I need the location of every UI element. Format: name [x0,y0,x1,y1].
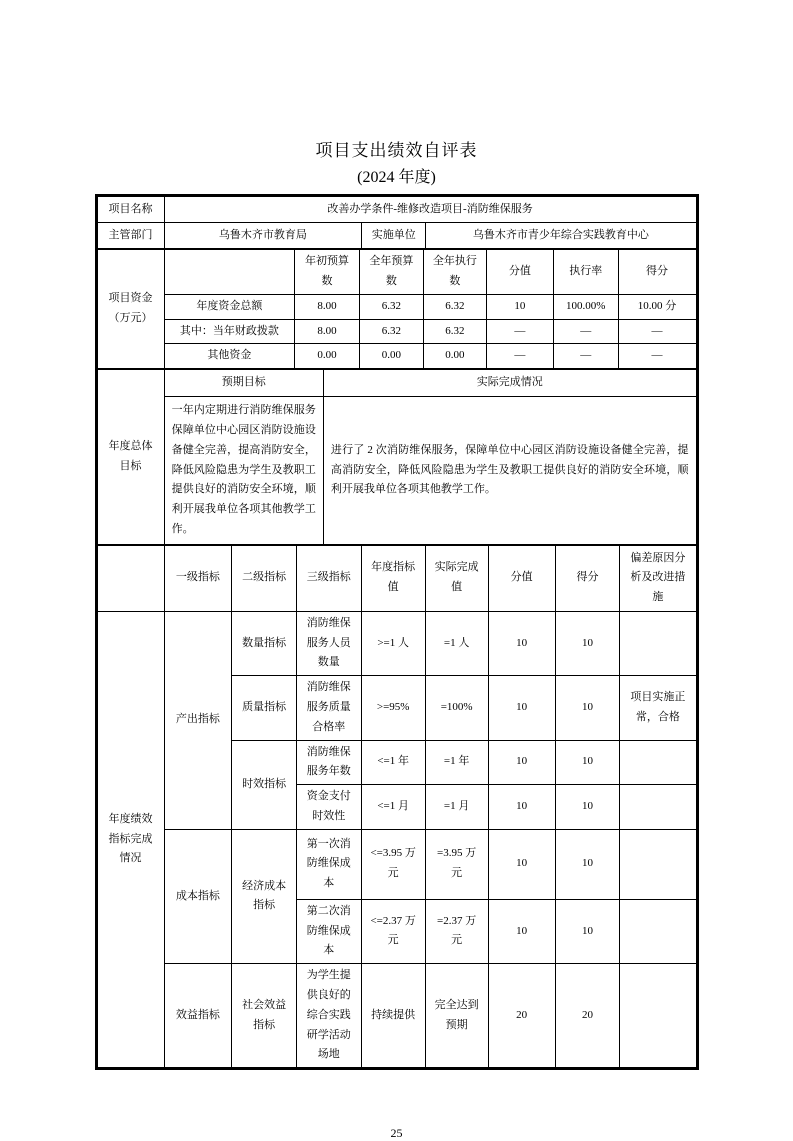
evaluation-table [95,194,699,1070]
indicator-deviation [620,964,696,1068]
funding-fiscal-exec-rate: — [553,319,618,344]
funding-fiscal-executed: 6.32 [423,319,486,344]
goal-section-label: 年度总体目标 [97,370,164,545]
indicator-actual: =100% [425,676,488,740]
indicator-deviation [620,785,696,830]
indicator-points: 10 [488,611,555,675]
funding-header-exec-rate: 执行率 [553,250,618,295]
page-number: 25 [390,1126,403,1141]
indicator-level2-timeliness: 时效指标 [232,740,297,829]
indicator-level2-quantity: 数量指标 [232,611,297,675]
indicator-level3: 消防维保服务人员数量 [296,611,361,675]
funding-other-score: — [618,344,696,369]
indicator-target: <=2.37 万元 [361,899,425,963]
indicator-points: 10 [488,829,555,899]
funding-section-label: 项目资金（万元） [97,250,164,369]
indicator-score: 10 [555,829,620,899]
goal-expected-header: 预期目标 [164,370,323,397]
indicator-target: >=95% [361,676,425,740]
indicator-deviation [620,740,696,785]
indicators-header-level1: 一级指标 [164,545,232,611]
project-name-value: 改善办学条件-维修改造项目-消防维保服务 [164,197,696,223]
indicator-level3: 消防维保服务质量合格率 [296,676,361,740]
indicators-header-level3: 三级指标 [296,545,361,611]
funding-total-budget: 6.32 [359,294,423,319]
indicator-level3: 为学生提供良好的综合实践研学活动场地 [296,964,361,1068]
project-name-label: 项目名称 [97,197,164,223]
indicator-level3: 第二次消防维保成本 [296,899,361,963]
funding-row-fiscal-label: 其中：当年财政拨款 [164,319,295,344]
indicator-target: <=1 年 [361,740,425,785]
indicator-target: 持续提供 [361,964,425,1068]
doc-subtitle: (2024 年度) [357,169,436,186]
annual-goal-table [97,369,697,545]
indicator-score: 10 [555,785,620,830]
indicator-level3: 资金支付时效性 [296,785,361,830]
indicators-table [97,545,697,1068]
funding-total-executed: 6.32 [423,294,486,319]
funding-fiscal-score: — [618,319,696,344]
funding-header-score: 得分 [618,250,696,295]
funding-other-budget: 0.00 [359,344,423,369]
indicator-deviation [620,829,696,899]
indicator-level1-cost: 成本指标 [164,829,232,963]
indicator-score: 10 [555,740,620,785]
funding-header-annual-budget: 全年预算数 [359,250,423,295]
indicator-score: 10 [555,899,620,963]
funding-fiscal-budget: 6.32 [359,319,423,344]
indicator-points: 10 [488,899,555,963]
funding-fiscal-points: — [486,319,553,344]
impl-unit-label: 实施单位 [362,223,426,249]
impl-unit-value: 乌鲁木齐市青少年综合实践教育中心 [426,223,696,249]
indicator-level2-quality: 质量指标 [232,676,297,740]
doc-title: 项目支出绩效自评表 [315,141,478,160]
indicator-level3: 消防维保服务年数 [296,740,361,785]
funding-row-other-label: 其他资金 [164,344,295,369]
indicator-points: 10 [488,676,555,740]
goal-actual-header: 实际完成情况 [323,370,696,397]
funding-other-executed: 0.00 [423,344,486,369]
indicator-points: 10 [488,740,555,785]
indicators-corner-cell [97,545,164,611]
indicators-header-actual: 实际完成值 [425,545,488,611]
funding-total-score: 10.00 分 [618,294,696,319]
goal-actual-text: 进行了 2 次消防维保服务，保障单位中心园区消防设施设备健全完善，提高消防安全，降低风险隐患为学生及教职工提供良好的消防安全环境，顺利开展我单位各项其他教学工作。 [323,397,696,545]
dept-value: 乌鲁木齐市教育局 [164,223,362,249]
indicators-section-label: 年度绩效指标完成情况 [97,611,164,1067]
goal-expected-text: 一年内定期进行消防维保服务保障单位中心园区消防设施设备健全完善，提高消防安全，降低风险隐患为学生及教职工提供良好的消防安全环境，顺利开展我单位各项其他教学工作。 [164,397,323,545]
indicator-points: 10 [488,785,555,830]
indicator-actual: =2.37 万元 [425,899,488,963]
funding-header-initial-budget: 年初预算数 [295,250,360,295]
indicator-target: <=3.95 万元 [361,829,425,899]
funding-table [97,249,697,369]
funding-row-total-label: 年度资金总额 [164,294,295,319]
funding-total-initial: 8.00 [295,294,360,319]
funding-fiscal-initial: 8.00 [295,319,360,344]
indicators-header-level2: 二级指标 [232,545,297,611]
indicator-level1-benefit: 效益指标 [164,964,232,1068]
project-info-table [97,196,697,249]
indicator-level3: 第一次消防维保成本 [296,829,361,899]
indicator-actual: =1 年 [425,740,488,785]
indicator-actual: =1 月 [425,785,488,830]
funding-total-points: 10 [486,294,553,319]
indicator-points: 20 [488,964,555,1068]
indicator-score: 10 [555,611,620,675]
funding-header-executed: 全年执行数 [423,250,486,295]
indicators-header-deviation: 偏差原因分析及改进措施 [620,545,696,611]
indicator-level2-social-benefit: 社会效益指标 [232,964,297,1068]
funding-other-exec-rate: — [553,344,618,369]
indicator-level2-economic-cost: 经济成本指标 [232,829,297,963]
indicators-header-score: 得分 [555,545,620,611]
indicator-actual: =3.95 万元 [425,829,488,899]
indicator-deviation [620,611,696,675]
indicator-score: 20 [555,964,620,1068]
funding-total-exec-rate: 100.00% [553,294,618,319]
indicator-target: <=1 月 [361,785,425,830]
indicator-target: >=1 人 [361,611,425,675]
indicator-deviation: 项目实施正常，合格 [620,676,696,740]
dept-label: 主管部门 [97,223,164,249]
indicator-level1-output: 产出指标 [164,611,232,829]
indicator-actual: =1 人 [425,611,488,675]
funding-header-points: 分值 [486,250,553,295]
indicator-deviation [620,899,696,963]
indicators-header-target: 年度指标值 [361,545,425,611]
funding-other-initial: 0.00 [295,344,360,369]
indicator-actual: 完全达到预期 [425,964,488,1068]
funding-other-points: — [486,344,553,369]
indicator-score: 10 [555,676,620,740]
indicators-header-points: 分值 [488,545,555,611]
funding-blank-cell [164,250,295,295]
